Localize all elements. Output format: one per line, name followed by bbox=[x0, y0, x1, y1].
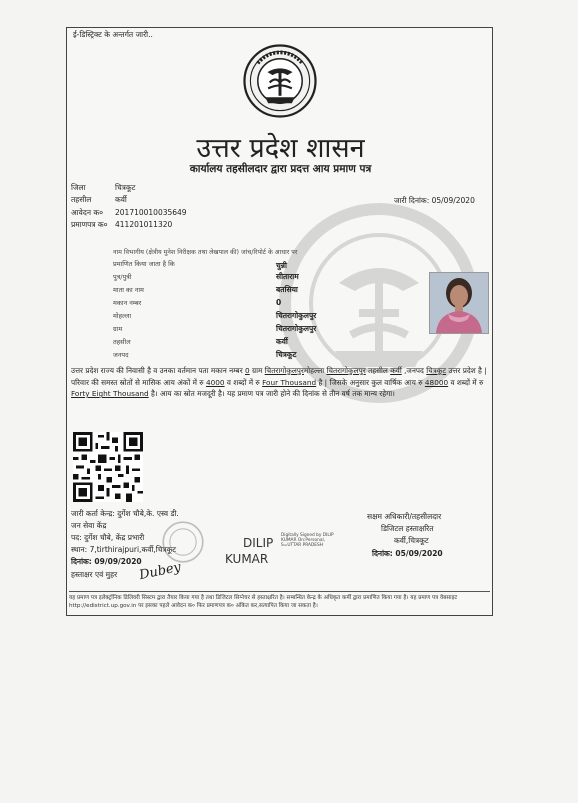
para-district: चित्रकूट bbox=[426, 366, 447, 375]
handwritten-signature: Dubey bbox=[137, 559, 183, 584]
para-house: 0 bbox=[245, 366, 250, 375]
para-text: मोहल्ला bbox=[303, 366, 327, 375]
digital-sign-name-2: KUMAR bbox=[225, 552, 269, 566]
meta-label: प्रमाणपत्र क० bbox=[71, 220, 108, 229]
authority-place: कर्वी,चित्रकूट bbox=[394, 536, 429, 545]
issuer-date-block bbox=[71, 558, 142, 566]
footer-note: यह प्रमाण पत्र इलेक्ट्रॉनिक डिलिवरी सिस्टम द्वारा तैयार किया गया है तथा डिजिटल सिग्नेचर से हस्ताक्षरित है। सम्बन्धित केन्द्र के अधिकृत कर्मी द्वारा प्रमाणित किया गया है। यह प्रमाण पत्र वेबसाइट http://edistrict.up.gov.in पर इसका पहले आवेदन क० फिर प्रमाणपत्र क० अंकित कर,सत्यापित किया जा सकता है। bbox=[69, 595, 458, 609]
field-value: चितरागोकुलपुर bbox=[276, 311, 317, 320]
para-text: है। आय का स्रोत मजदूरी है। यह प्रमाण पत्र जारी होने की दिनांक से तीन वर्ष तक मान्य रहेगा। bbox=[148, 389, 395, 398]
issuer-date: 09/09/2020 bbox=[94, 557, 142, 566]
page-title: उत्तर प्रदेश शासन bbox=[196, 133, 365, 164]
field-value: सीताराम bbox=[276, 272, 299, 281]
para-mohalla: चितरागोकुलपुर bbox=[326, 366, 366, 375]
para-text: तहसील bbox=[365, 366, 391, 375]
field-value: 0 bbox=[276, 298, 282, 307]
issuer-post: पद: दुर्गेश चौबे, केंद्र प्रभारी bbox=[71, 533, 145, 542]
field-value-name: चुन्नी bbox=[276, 261, 287, 270]
field-label: तहसील bbox=[113, 338, 131, 346]
para-village: चितरागोकुलपुर bbox=[264, 366, 304, 375]
qr-code-icon bbox=[73, 432, 143, 502]
field-label: पुत्र/पुत्री bbox=[113, 273, 132, 281]
application-number: 201710010035649 bbox=[115, 208, 187, 217]
meta-label: जिला bbox=[71, 183, 86, 192]
field-label: जनपद bbox=[113, 351, 129, 359]
issuer-date-label: दिनांक: bbox=[71, 557, 92, 566]
para-text: व शब्दों में रु bbox=[224, 377, 263, 387]
issue-date-label: जारी दिनांक: bbox=[394, 196, 430, 205]
field-label: ग्राम bbox=[113, 325, 123, 333]
certificate bbox=[66, 27, 493, 616]
issuer-seva-kendra: जन सेवा केंद्र bbox=[71, 521, 107, 530]
meta-value: चित्रकूट bbox=[115, 183, 136, 192]
field-label: माता का नाम bbox=[113, 286, 144, 294]
para-text: उत्तर प्रदेश राज्य की निवासी है व उनका वर्तमान पता मकान नम्बर bbox=[71, 366, 245, 375]
para-annual-income: 48000 bbox=[424, 377, 449, 387]
certify-line: प्रमाणित किया जाता है कि bbox=[113, 260, 175, 268]
certificate-paragraph bbox=[71, 365, 489, 400]
issuer-center: जारी कर्ता केन्द्र: दुर्गेश चौबे,के. एस्व डी. bbox=[71, 509, 179, 518]
meta-value: कर्वी bbox=[115, 195, 127, 204]
para-text: व शब्दों में रु bbox=[448, 377, 484, 387]
field-value: चितरागोकुलपुर bbox=[276, 324, 317, 333]
header-note: ई-डिस्ट्रिक्ट के अन्तर्गत जारी.. bbox=[73, 30, 153, 39]
authority-title: सक्षम अधिकारी/तहसीलदार bbox=[367, 512, 442, 521]
authority-date-block bbox=[372, 550, 443, 558]
para-tehsil: कर्वी bbox=[390, 366, 402, 375]
authority-date-label: दिनांक: bbox=[372, 549, 393, 558]
digital-sign-name-1: DILIP bbox=[243, 536, 274, 550]
issue-date: 05/09/2020 bbox=[431, 196, 475, 205]
field-label: मकान नम्बर bbox=[113, 299, 142, 307]
para-text: है | जिसके अनुसार कुल वार्षिक आय रु bbox=[316, 377, 425, 387]
field-value: कर्वी bbox=[276, 337, 288, 346]
sign-label: हस्ताक्षर एवं मुहर bbox=[71, 570, 118, 579]
para-monthly-income: 4000 bbox=[205, 377, 225, 387]
field-value: बतसिया bbox=[276, 285, 298, 294]
para-text: उत्तर प्रदेश है | परिवार की समस्त स्रोतों से मासिक आय अंकों में रु bbox=[71, 366, 487, 387]
meta-label: आवेदन क० bbox=[71, 208, 104, 217]
certificate-number: 411201011320 bbox=[115, 220, 173, 229]
para-text: ग्राम bbox=[249, 366, 265, 375]
field-label: मोहल्ला bbox=[113, 312, 132, 320]
para-annual-words: Forty Eight Thousand bbox=[71, 389, 149, 398]
person-photo-icon bbox=[430, 273, 488, 333]
digital-sign-note: Digitally Signed by DILIP KUMAR On:Personal, S=UTTAR PRADESH bbox=[281, 533, 334, 548]
stamp-icon bbox=[161, 520, 205, 564]
authority-digital: डिजिटल हस्ताक्षरित bbox=[381, 524, 434, 533]
meta-label: तहसील bbox=[71, 195, 92, 204]
issuer-place: स्थान: 7,tirthirajpuri,कर्वी,चित्रकूट bbox=[71, 545, 177, 554]
field-value: चित्रकूट bbox=[276, 350, 297, 359]
issue-date-block bbox=[394, 197, 475, 205]
up-emblem-icon bbox=[243, 44, 317, 118]
applicant-photo bbox=[429, 272, 489, 334]
para-text: ,जनपद bbox=[401, 366, 427, 375]
certificate-subtitle: कार्यालय तहसीलदार द्वारा प्रदत्त आय प्रमाण पत्र bbox=[189, 163, 372, 175]
footer-divider bbox=[69, 591, 490, 592]
authority-date: 05/09/2020 bbox=[395, 549, 443, 558]
para-monthly-words: Four Thousand bbox=[262, 377, 317, 387]
intro-text: नाम विभागीय (क्षेत्रीय मुनेश निरीक्षक तथा लेखपाल की) जांच/रिपोर्ट के आधार पर bbox=[113, 249, 298, 256]
